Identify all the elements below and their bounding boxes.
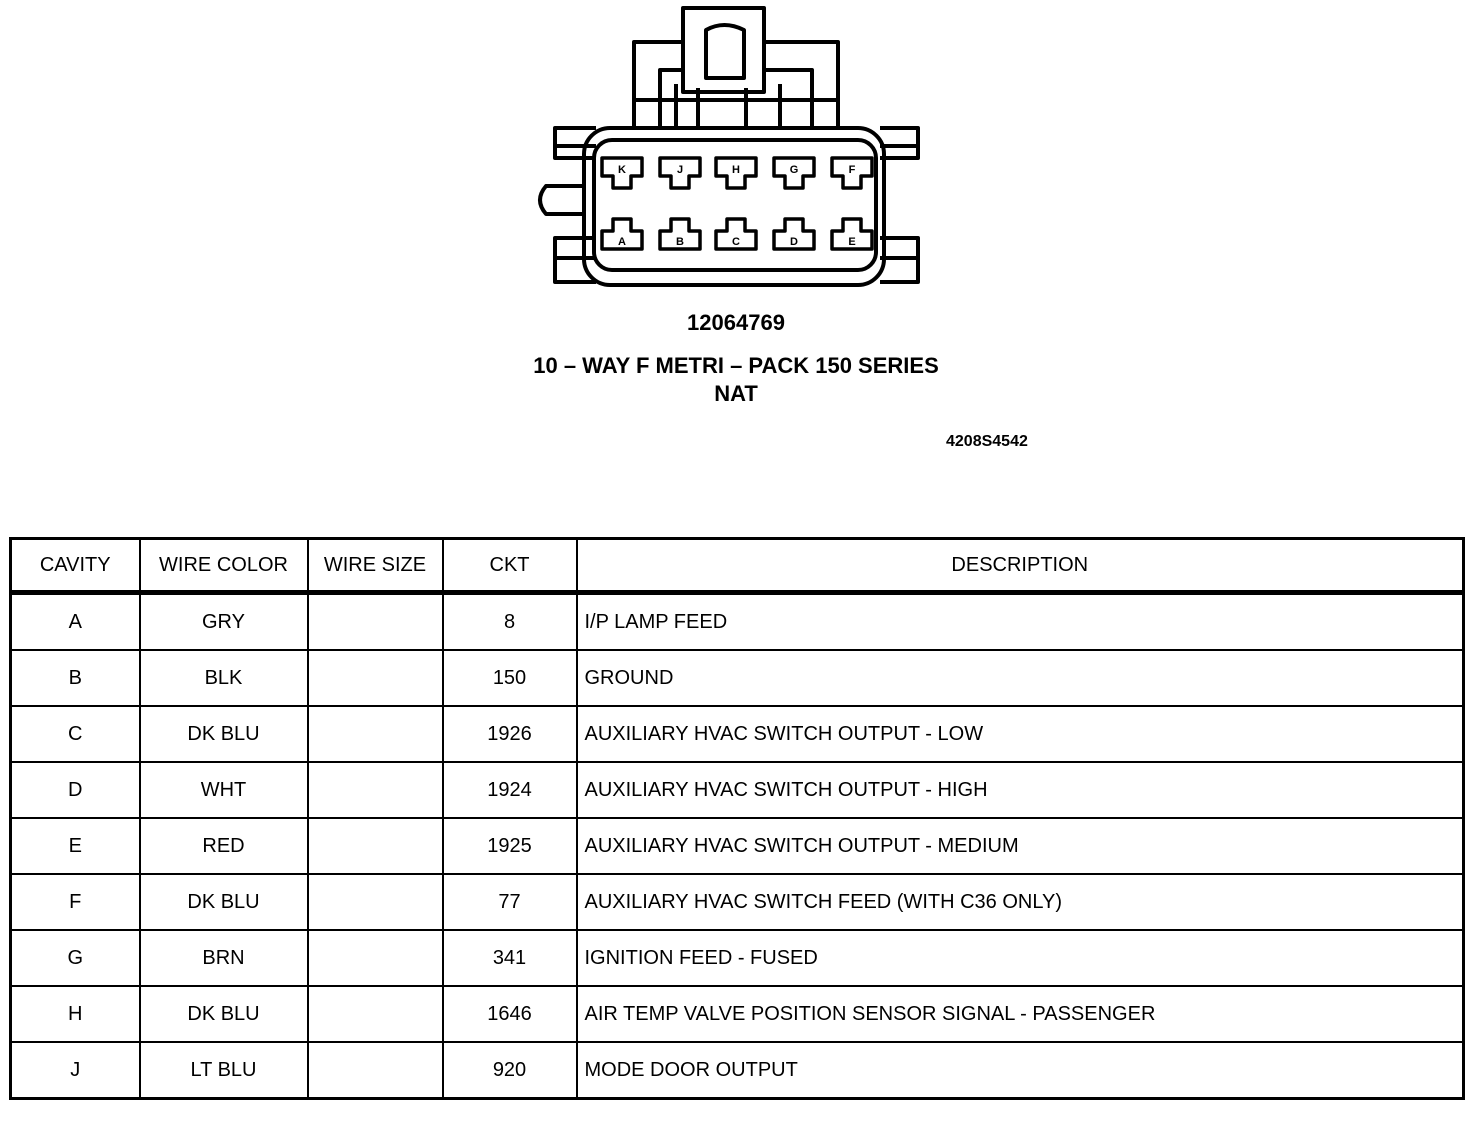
header-ckt: CKT xyxy=(443,539,577,593)
cavity-label: G xyxy=(789,164,799,176)
cell-ckt: 1925 xyxy=(443,818,577,874)
cell-description: AUXILIARY HVAC SWITCH OUTPUT - MEDIUM xyxy=(577,818,1464,874)
cell-description: AUXILIARY HVAC SWITCH FEED (WITH C36 ONLY) xyxy=(577,874,1464,930)
figure-id: 4208S4542 xyxy=(946,433,1028,450)
cell-description: GROUND xyxy=(577,650,1464,706)
cell-cavity: H xyxy=(11,986,140,1042)
cell-cavity: F xyxy=(11,874,140,930)
cell-wire-size xyxy=(308,1042,443,1099)
connector-title: 10 – WAY F METRI – PACK 150 SERIES xyxy=(533,353,939,378)
cell-description: AUXILIARY HVAC SWITCH OUTPUT - HIGH xyxy=(577,762,1464,818)
cell-cavity: E xyxy=(11,818,140,874)
cell-description: I/P LAMP FEED xyxy=(577,593,1464,651)
cell-wire-size xyxy=(308,874,443,930)
table-header-row xyxy=(11,539,1464,593)
cell-wire-size xyxy=(308,986,443,1042)
cell-wire-size xyxy=(308,650,443,706)
cell-wire-color: DK BLU xyxy=(140,986,308,1042)
cell-description: IGNITION FEED - FUSED xyxy=(577,930,1464,986)
cell-ckt: 1924 xyxy=(443,762,577,818)
cell-wire-color: WHT xyxy=(140,762,308,818)
cell-ckt: 77 xyxy=(443,874,577,930)
cavity-label: C xyxy=(732,236,740,248)
cell-description: AUXILIARY HVAC SWITCH OUTPUT - LOW xyxy=(577,706,1464,762)
cell-wire-color: DK BLU xyxy=(140,706,308,762)
cavity-group xyxy=(602,158,872,249)
cavity-label: J xyxy=(676,164,684,176)
cell-description: AIR TEMP VALVE POSITION SENSOR SIGNAL - PASSENGER xyxy=(577,986,1464,1042)
cell-cavity: J xyxy=(11,1042,140,1099)
cavity-label: A xyxy=(618,236,626,248)
table-row xyxy=(11,874,1464,930)
pinout-table xyxy=(9,537,1465,1100)
cell-ckt: 341 xyxy=(443,930,577,986)
cavity-label: K xyxy=(618,164,626,176)
table-row xyxy=(11,650,1464,706)
cell-ckt: 1926 xyxy=(443,706,577,762)
table-row xyxy=(11,818,1464,874)
cell-wire-color: DK BLU xyxy=(140,874,308,930)
cell-cavity: B xyxy=(11,650,140,706)
table-row xyxy=(11,1042,1464,1099)
cavity-label: F xyxy=(848,164,856,176)
cell-cavity: D xyxy=(11,762,140,818)
connector-face-diagram xyxy=(0,0,1472,300)
cell-wire-color: LT BLU xyxy=(140,1042,308,1099)
cell-ckt: 1646 xyxy=(443,986,577,1042)
cell-wire-size xyxy=(308,930,443,986)
cell-wire-color: BLK xyxy=(140,650,308,706)
cavity-label: D xyxy=(790,236,798,248)
table-row xyxy=(11,706,1464,762)
connector-housing xyxy=(584,128,884,285)
header-wire-color: WIRE COLOR xyxy=(140,539,308,593)
cell-wire-color: BRN xyxy=(140,930,308,986)
cell-ckt: 8 xyxy=(443,593,577,651)
cell-cavity: A xyxy=(11,593,140,651)
connector-latch xyxy=(634,8,838,128)
header-description: DESCRIPTION xyxy=(577,539,1464,593)
cell-cavity: G xyxy=(11,930,140,986)
cell-ckt: 920 xyxy=(443,1042,577,1099)
cell-ckt: 150 xyxy=(443,650,577,706)
connector-subtitle: NAT xyxy=(714,381,758,406)
cell-wire-size xyxy=(308,706,443,762)
table-row xyxy=(11,930,1464,986)
cell-wire-size xyxy=(308,762,443,818)
cavity-label: H xyxy=(732,164,740,176)
cell-description: MODE DOOR OUTPUT xyxy=(577,1042,1464,1099)
cavity-label: E xyxy=(848,236,856,248)
cell-wire-size xyxy=(308,593,443,651)
cell-wire-color: RED xyxy=(140,818,308,874)
cavity-label: B xyxy=(676,236,684,248)
header-wire-size: WIRE SIZE xyxy=(308,539,443,593)
table-row xyxy=(11,593,1464,651)
cell-wire-color: GRY xyxy=(140,593,308,651)
header-cavity: CAVITY xyxy=(11,539,140,593)
cell-wire-size xyxy=(308,818,443,874)
part-number: 12064769 xyxy=(687,310,785,335)
cell-cavity: C xyxy=(11,706,140,762)
table-row xyxy=(11,762,1464,818)
table-row xyxy=(11,986,1464,1042)
